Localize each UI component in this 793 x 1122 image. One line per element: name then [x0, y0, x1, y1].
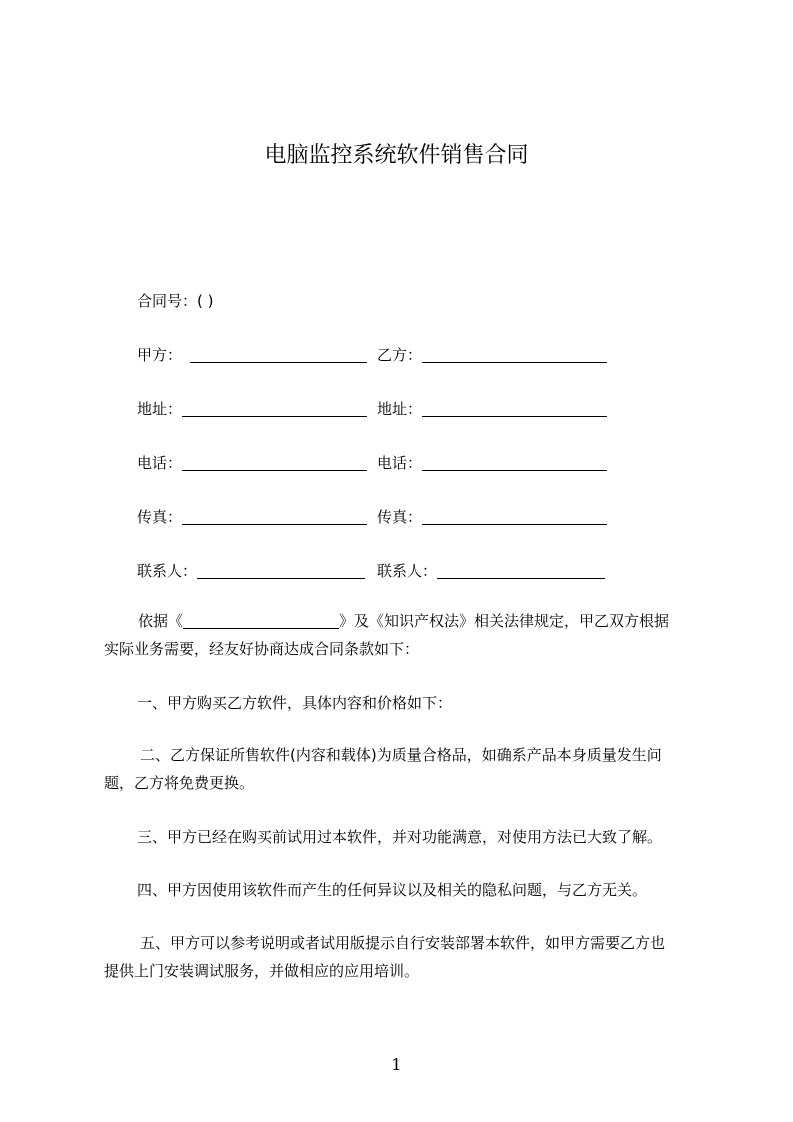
document-title: 电脑监控系统软件销售合同 — [264, 143, 529, 168]
party-b-label: 乙方： — [377, 346, 423, 364]
clause-2-line-1: 二、乙方保证所售软件(内容和载体)为质量合格品，如确系产品本身质量发生问 — [140, 746, 662, 764]
clause-2 — [104, 741, 704, 797]
law-name-blank[interactable] — [183, 613, 339, 629]
contact-b-row — [377, 560, 605, 582]
party-b-row — [377, 344, 607, 366]
phone-a-blank[interactable] — [182, 455, 367, 471]
phone-a-label: 电话： — [137, 454, 183, 472]
contact-a-blank[interactable] — [197, 563, 365, 579]
fax-b-label: 传真： — [377, 508, 423, 526]
address-a-blank[interactable] — [182, 401, 367, 417]
contact-b-label: 联系人： — [377, 562, 438, 580]
phone-b-blank[interactable] — [422, 455, 607, 471]
clause-5 — [104, 929, 704, 985]
clause-2-line-2: 题，乙方将免费更换。 — [104, 774, 255, 792]
phone-b-label: 电话： — [377, 454, 423, 472]
fax-b-blank[interactable] — [422, 509, 607, 525]
clause-1: 一、甲方购买乙方软件，具体内容和价格如下： — [137, 694, 453, 712]
party-a-row — [137, 344, 367, 366]
party-a-label: 甲方： — [137, 346, 183, 364]
phone-b-row — [377, 452, 607, 474]
address-a-label: 地址： — [137, 400, 183, 418]
fax-b-row — [377, 506, 607, 528]
address-b-blank[interactable] — [422, 401, 607, 417]
contact-b-blank[interactable] — [437, 563, 605, 579]
party-a-blank[interactable] — [190, 347, 367, 363]
clause-3: 三、甲方已经在购买前试用过本软件，并对功能满意，对使用方法已大致了解。 — [137, 828, 663, 846]
intro-line-1 — [104, 607, 704, 635]
party-b-blank[interactable] — [422, 347, 607, 363]
clause-5-line-2: 提供上门安装调试服务，并做相应的应用培训。 — [104, 962, 420, 980]
contact-a-label: 联系人： — [137, 562, 198, 580]
phone-a-row — [137, 452, 367, 474]
clause-5-line-1: 五、甲方可以参考说明或者试用版提示自行安装部署本软件，如甲方需要乙方也 — [140, 934, 666, 952]
intro-suffix: 》及《知识产权法》相关法律规定，甲乙双方根据 — [339, 612, 670, 630]
fax-a-label: 传真： — [137, 508, 183, 526]
intro-paragraph — [104, 607, 704, 663]
contact-a-row — [137, 560, 365, 582]
fax-a-row — [137, 506, 367, 528]
page-number: 1 — [391, 1055, 402, 1074]
fax-a-blank[interactable] — [182, 509, 367, 525]
address-a-row — [137, 398, 367, 420]
contract-number: 合同号：( ) — [137, 292, 214, 310]
intro-line-2: 实际业务需要，经友好协商达成合同条款如下： — [104, 640, 420, 658]
intro-prefix: 依据《 — [138, 612, 184, 630]
address-b-label: 地址： — [377, 400, 423, 418]
address-b-row — [377, 398, 607, 420]
clause-4: 四、甲方因使用该软件而产生的任何异议以及相关的隐私问题，与乙方无关。 — [137, 881, 648, 899]
